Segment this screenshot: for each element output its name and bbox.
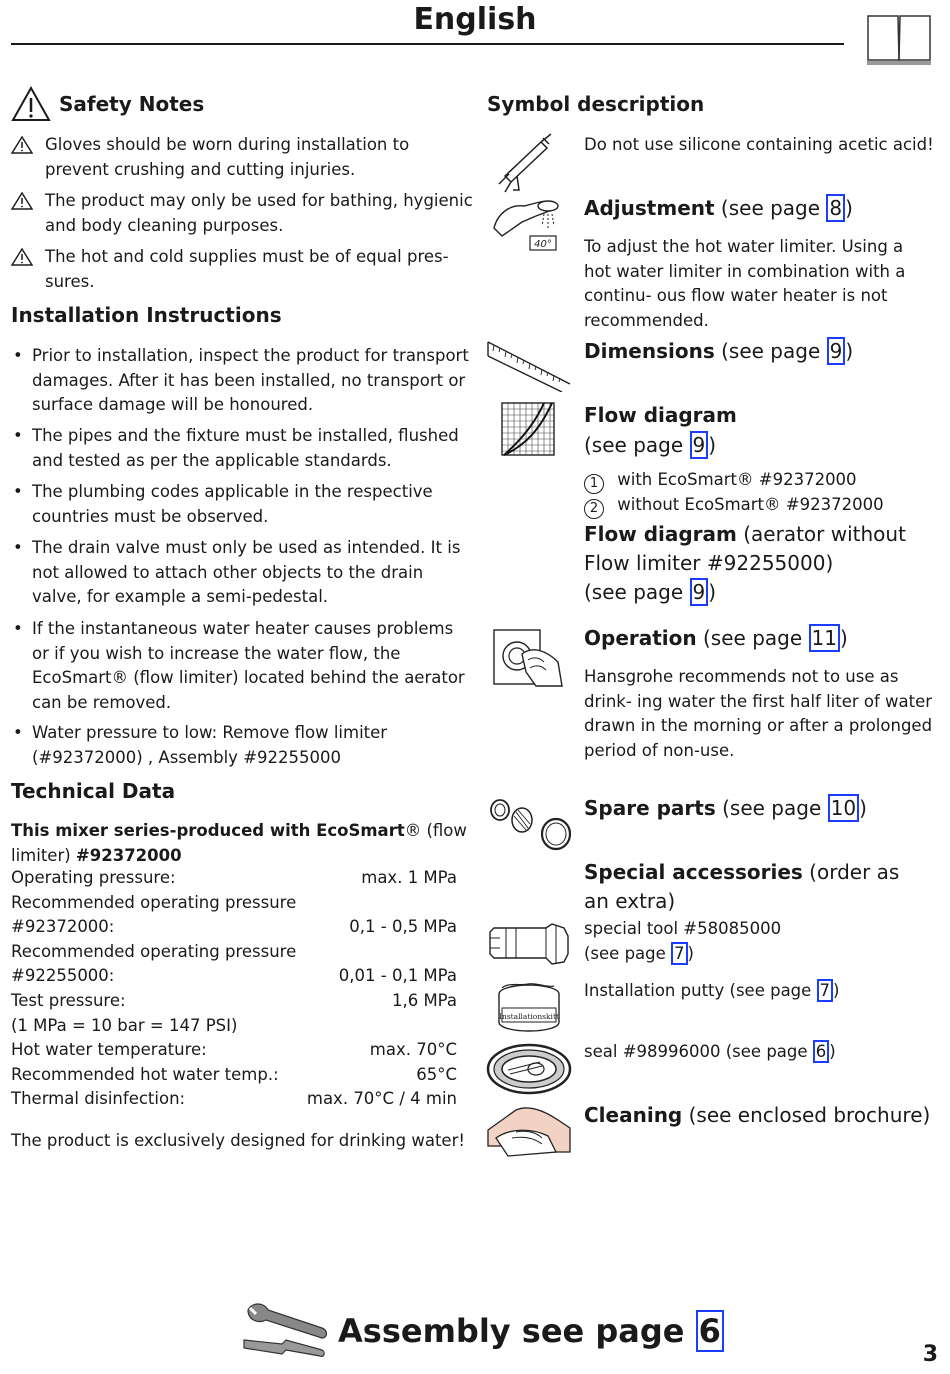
technical-value: 0,1 - 0,5 MPa: [349, 917, 457, 937]
flow1-option: [584, 468, 934, 494]
safety-text: The product may only be used for bathing, hygienic and body cleaning purposes.: [45, 191, 473, 235]
page-link-adjustment[interactable]: 8: [826, 194, 845, 222]
special-tool-text: [584, 917, 934, 966]
wrench-screwdriver-icon: [242, 1300, 328, 1360]
assembly-footer: [338, 1312, 724, 1350]
page-link-flow1[interactable]: 9: [690, 431, 709, 459]
page-link-dimensions[interactable]: 9: [827, 337, 846, 365]
circled-number: 1: [584, 474, 604, 494]
technical-value: max. 70°C / 4 min: [306, 1089, 457, 1109]
spare-parts-icon: [488, 796, 572, 852]
putty-label: Installation putty (see page: [584, 981, 817, 1000]
see-page: (see page: [714, 196, 827, 220]
safety-text: The hot and cold supplies must be of equal pres- sures.: [45, 247, 449, 291]
adjustment-title-line: [584, 196, 934, 220]
see-page: (see page: [584, 433, 690, 457]
see-page: (see page: [696, 626, 809, 650]
install-text: The pipes and the fixture must be installed, flushed and tested as per the applicable standards.: [32, 426, 459, 470]
technical-label: (1 MPa = 10 bar = 147 PSI): [11, 1015, 238, 1035]
silicone-text: Do not use silicone containing acetic acid!: [584, 135, 934, 154]
technical-value: max. 70°C: [369, 1040, 457, 1060]
special-title: Special accessories: [584, 860, 803, 884]
technical-row: [11, 893, 457, 912]
technical-label: Operating pressure:: [11, 868, 176, 887]
see-page: (see page: [584, 580, 690, 604]
see-page: (see page: [584, 943, 672, 963]
warning-icon: [11, 136, 33, 154]
operation-title: Operation: [584, 626, 697, 650]
technical-value: 1,6 MPa: [391, 991, 457, 1010]
technical-note: The product is exclusively designed for drinking water!: [11, 1131, 465, 1150]
technical-intro: [11, 819, 471, 868]
technical-label: Recommended hot water temp.:: [11, 1064, 279, 1084]
cleaning-hand-icon: [486, 1102, 572, 1158]
technical-row: [11, 991, 457, 1010]
assembly-text: Assembly see page: [338, 1312, 696, 1350]
technical-row: [11, 1016, 457, 1035]
special-title-line: [584, 858, 924, 916]
technical-label: Recommended operating pressure: [11, 892, 297, 912]
special-rest: (order as an extra): [584, 860, 900, 913]
paren: ): [708, 580, 717, 604]
putty-text: [584, 979, 934, 1004]
technical-row: [11, 1040, 457, 1059]
install-text: The drain valve must only be used as intended. It is not allowed to attach other objects to the drain valve, for example a semi-pedestal.: [32, 538, 461, 606]
flow2-title: [584, 520, 934, 607]
thermostat-display: 40°: [534, 239, 552, 250]
paren: ): [845, 196, 853, 220]
header-rule: [11, 43, 844, 45]
cleaning-title-line: [584, 1103, 934, 1127]
technical-heading: Technical Data: [11, 779, 176, 803]
technical-label: Thermal disinfection:: [11, 1089, 186, 1109]
book-icon: [866, 12, 932, 66]
flow1-title: [584, 400, 934, 460]
flow2-title-text: Flow diagram: [584, 522, 737, 546]
flow2-rest: (aerator without: [736, 522, 906, 546]
ruler-icon: [486, 338, 572, 392]
paren: ): [859, 796, 867, 820]
technical-row: [11, 942, 457, 961]
cleaning-rest: (see enclosed brochure): [682, 1103, 931, 1127]
safety-item: [11, 245, 471, 295]
technical-label: Hot water temperature:: [11, 1040, 207, 1060]
thermostat-hand-icon: [492, 192, 564, 254]
paren: ): [829, 1042, 836, 1061]
install-text: The plumbing codes applicable in the respective countries must be observed.: [32, 482, 433, 526]
page-title: English: [413, 2, 537, 37]
page-link-assembly[interactable]: 6: [696, 1310, 724, 1352]
intro-reg: ® (flow: [404, 821, 467, 840]
operation-text: Hansgrohe recommends not to use as drink- ing water the first half liter of water drawn in the morning or after a prolonged period of non-use.: [584, 667, 933, 760]
seal-text: [584, 1040, 934, 1065]
adjustment-title: Adjustment: [584, 196, 715, 220]
warning-icon: [11, 248, 33, 266]
flow2-rest2: Flow limiter #92255000): [584, 551, 834, 575]
page-link-putty[interactable]: 7: [817, 979, 834, 1002]
page-link-flow2[interactable]: 9: [690, 578, 709, 606]
seal-icon: [486, 1042, 572, 1096]
safety-item: [11, 189, 471, 239]
flow-option-text: with EcoSmart® #92372000: [617, 470, 857, 489]
intro-reg2: limiter): [11, 845, 76, 865]
paren: ): [687, 943, 694, 963]
page-link-tool[interactable]: 7: [671, 942, 688, 965]
intro-bold2: #92372000: [75, 845, 182, 865]
page-link-spare[interactable]: 10: [828, 794, 859, 822]
flow1-title-text: Flow diagram: [584, 403, 737, 427]
flow-graph-icon: [500, 401, 556, 457]
operation-hand-icon: [492, 626, 564, 688]
technical-label: #92372000:: [11, 917, 115, 937]
technical-value: 65°C: [416, 1064, 457, 1084]
warning-icon: [11, 86, 51, 122]
safety-text: Gloves should be worn during installation to prevent crushing and cutting injuries.: [45, 135, 410, 179]
paren: ): [839, 626, 848, 650]
spare-title-line: [584, 796, 934, 820]
paren: ): [708, 433, 717, 457]
see-page: (see page: [715, 796, 828, 820]
technical-value: 0,01 - 0,1 MPa: [338, 966, 457, 986]
putty-can-icon: [494, 980, 564, 1036]
install-text: Water pressure to low: Remove flow limiter (#92372000) , Assembly #92255000: [32, 723, 388, 767]
technical-row: [11, 868, 457, 887]
silicone-gun-icon: [497, 132, 557, 194]
page-number: 3: [922, 1342, 938, 1367]
dimensions-title: Dimensions: [584, 339, 715, 363]
safety-item: [11, 133, 471, 183]
paren: ): [845, 339, 854, 363]
technical-row: [11, 966, 457, 985]
cleaning-title: Cleaning: [584, 1103, 683, 1127]
circled-number: 2: [584, 499, 604, 519]
install-text: If the instantaneous water heater causes problems or if you wish to increase the water flow, the EcoSmart® (flow limiter) located behind the aerator can be removed.: [32, 619, 465, 712]
technical-label: Recommended operating pressure: [11, 941, 297, 961]
symbols-heading: Symbol description: [487, 92, 705, 116]
adjustment-text: To adjust the hot water limiter. Using a hot water limiter in combination with a continu- ous flow water heater is not recommended.: [584, 237, 906, 330]
technical-row: [11, 1065, 457, 1084]
technical-label: Test pressure:: [11, 991, 126, 1010]
page-link-operation[interactable]: 11: [809, 624, 840, 652]
page-link-seal[interactable]: 6: [813, 1040, 830, 1063]
operation-title-line: [584, 626, 934, 650]
warning-icon: [11, 192, 33, 210]
see-page: (see page: [714, 339, 827, 363]
technical-row: [11, 917, 457, 936]
special-tool-icon: [486, 918, 572, 968]
paren: ): [833, 981, 840, 1000]
technical-label: #92255000:: [11, 966, 115, 986]
safety-heading: Safety Notes: [59, 92, 205, 116]
flow-option-text: without EcoSmart® #92372000: [617, 495, 884, 514]
dimensions-title-line: [584, 339, 934, 363]
technical-row: [11, 1089, 457, 1108]
tool-line1: special tool #58085000: [584, 919, 782, 938]
technical-value: max. 1 MPa: [361, 868, 457, 887]
install-heading: Installation Instructions: [11, 303, 282, 327]
seal-label: seal #98996000 (see page: [584, 1042, 813, 1061]
spare-title: Spare parts: [584, 796, 716, 820]
flow1-option: [584, 493, 934, 519]
can-label: Installationskitt: [499, 1012, 559, 1021]
intro-bold: This mixer series-produced with EcoSmart: [11, 821, 405, 840]
install-text: Prior to installation, inspect the product for transport damages. After it has been installed, no transport or surface damage will be honoured.: [32, 346, 469, 414]
